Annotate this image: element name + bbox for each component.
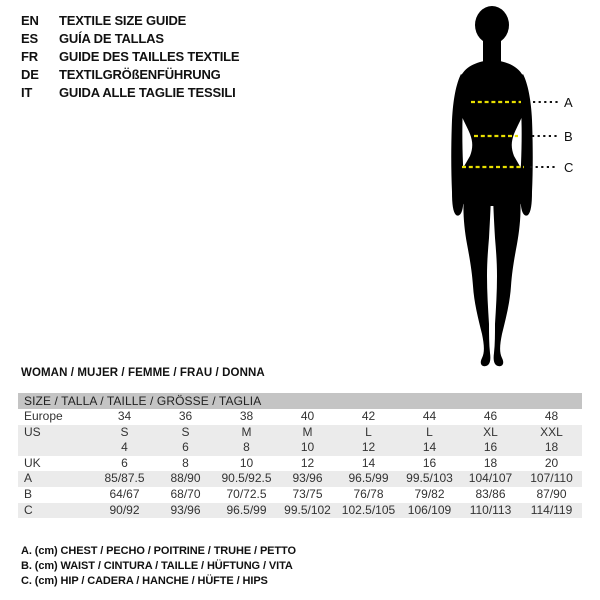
language-row-es [21,30,239,48]
size-cell: L [365,424,372,439]
language-row-de [21,66,239,84]
size-cell: 14 [422,440,437,455]
language-title: GUÍA DE TALLAS [59,31,164,46]
size-cell: 104/107 [468,471,513,486]
table-row [18,440,582,456]
size-cell: XXL [540,424,563,439]
row-label: Europe [24,409,63,423]
size-cell: 44 [422,409,437,423]
size-cell: S [120,424,129,439]
size-cell: 90.5/92.5 [221,471,272,486]
size-cell: 73/75 [292,486,323,501]
size-cell: 93/96 [170,502,201,517]
language-title: TEXTILE SIZE GUIDE [59,13,187,28]
size-cell: 70/72.5 [226,486,267,501]
measurement-legend [21,544,296,590]
table-row [18,471,582,487]
language-row-en [21,12,239,30]
size-table-rows [18,409,582,518]
size-cell: 68/70 [170,486,201,501]
size-cell: 64/67 [109,486,140,501]
legend-line: A. (cm) CHEST / PECHO / POITRINE / TRUHE / PETTO [21,545,296,557]
table-row [18,409,582,425]
size-cell: 99.5/103 [406,471,453,486]
language-title: TEXTILGRÖßENFÜHRUNG [59,67,221,82]
size-cell: 10 [239,455,254,470]
legend-line: C. (cm) HIP / CADERA / HANCHE / HÜFTE / HIPS [21,575,268,588]
size-cell: 42 [361,409,376,423]
size-cell: 110/113 [469,502,512,517]
size-cell: 10 [300,440,315,455]
table-row [18,456,582,472]
size-cell: 102.5/105 [341,502,396,517]
waist-line-label: B [564,129,573,144]
table-row [18,487,582,503]
language-code: FR [21,49,38,64]
size-cell: 18 [544,440,559,455]
size-cell: 76/78 [353,486,384,501]
size-cell: XL [483,424,498,439]
size-cell: 8 [243,440,250,455]
table-row [18,425,582,441]
size-cell: 36 [178,409,193,423]
language-code: ES [21,31,38,46]
language-header [21,12,239,102]
size-cell: 16 [422,455,437,470]
size-cell: 87/90 [536,486,567,501]
size-cell: 6 [182,440,189,455]
row-label: C [24,502,33,517]
size-cell: 96.5/99 [226,502,267,517]
size-cell: 8 [182,455,189,470]
size-table [18,393,582,518]
size-table-header: SIZE / TALLA / TAILLE / GRÖSSE / TAGLIA [18,393,582,409]
size-cell: 85/87.5 [104,471,145,486]
size-cell: 38 [239,409,254,423]
size-cell: 18 [483,455,498,470]
size-cell: 12 [361,440,376,455]
language-code: EN [21,13,39,28]
size-cell: 46 [483,409,498,423]
row-label [18,440,94,456]
chest-line-label: A [564,95,573,110]
row-label: US [24,424,41,439]
size-cell: 88/90 [170,471,201,486]
size-cell: 6 [121,455,128,470]
size-cell: 34 [117,409,132,423]
language-row-it [21,84,239,102]
size-cell: 79/82 [414,486,445,501]
size-cell: M [302,424,313,439]
table-row [18,503,582,519]
language-code: IT [21,85,33,100]
legend-line: B. (cm) WAIST / CINTURA / TAILLE / HÜFTUNG / VITA [21,560,293,573]
woman-silhouette [451,6,533,366]
size-cell: 20 [544,455,559,470]
size-cell: 106/109 [407,502,452,517]
language-row-fr [21,48,239,66]
language-code: DE [21,67,39,82]
row-label: UK [24,455,41,470]
size-cell: 14 [361,455,376,470]
size-cell: 48 [544,409,559,423]
size-cell: 83/86 [475,486,506,501]
size-cell: 90/92 [109,502,140,517]
size-cell: M [241,424,252,439]
size-cell: 93/96 [292,471,323,486]
size-cell: 114/119 [530,502,573,517]
size-cell: L [426,424,433,439]
size-cell: 107/110 [530,471,573,486]
row-label: A [24,471,33,486]
section-title: WOMAN / MUJER / FEMME / FRAU / DONNA [21,367,265,379]
size-cell: 16 [483,440,498,455]
size-cell: 99.5/102 [284,502,331,517]
size-cell: 12 [300,455,315,470]
language-title: GUIDE DES TAILLES TEXTILE [59,49,240,64]
size-cell: S [181,424,190,439]
size-cell: 96.5/99 [348,471,389,486]
language-title: GUIDA ALLE TAGLIE TESSILI [59,85,236,100]
measurement-lines [462,95,573,175]
size-cell: 4 [121,440,128,455]
size-cell: 40 [300,409,315,423]
hip-line-label: C [564,160,574,175]
row-label: B [24,486,33,501]
